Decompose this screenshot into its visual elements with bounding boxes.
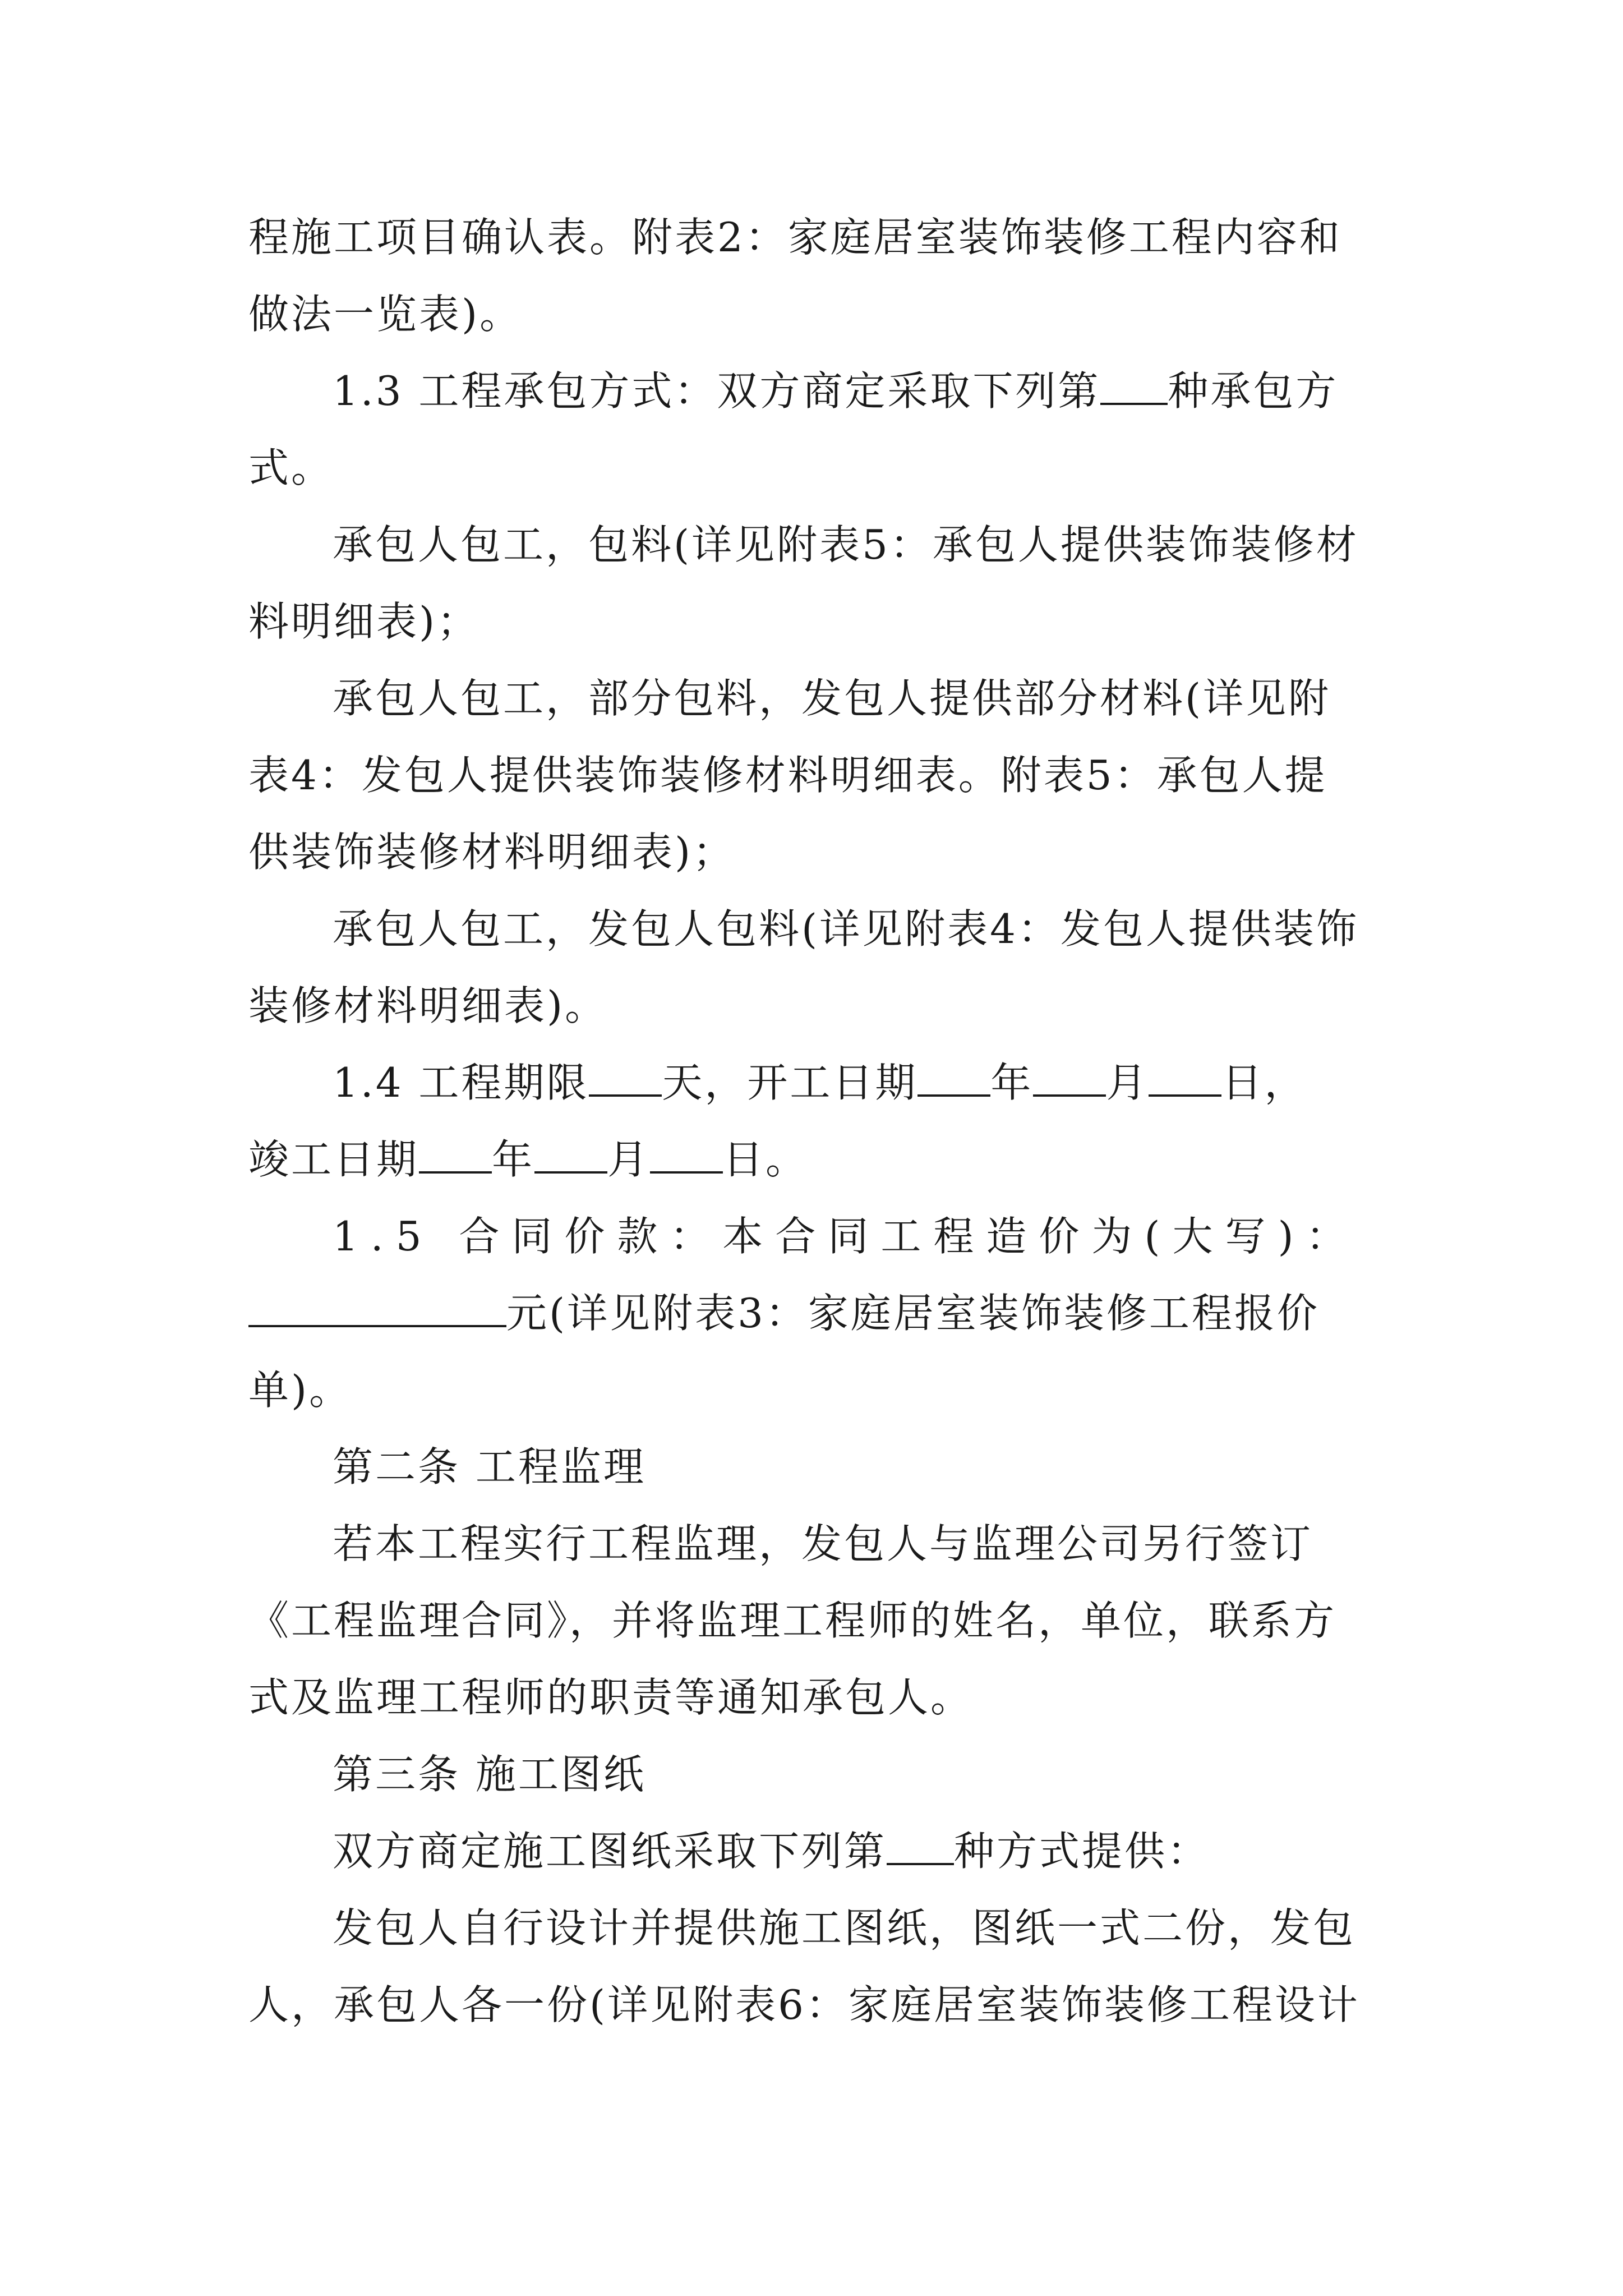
- price-line: [248, 1275, 1387, 1352]
- option-line: 承包人包工，包料(详见附表5：承包人提供装饰装修材: [333, 521, 1359, 568]
- fill-blank: [1149, 1063, 1221, 1097]
- fill-blank: [419, 1140, 492, 1174]
- fill-blank: [887, 1832, 954, 1865]
- text-line: 发包人自行设计并提供施工图纸，图纸一式二份，发包: [333, 1904, 1356, 1952]
- clause-text: 竣工日期: [248, 1136, 419, 1183]
- text-line: 表4：发包人提供装饰装修材料明细表。附表5：承包人提: [248, 752, 1327, 799]
- text-line: 做法一览表)。: [248, 291, 523, 338]
- fill-blank: [589, 1063, 662, 1097]
- contract-body-text: [248, 199, 1387, 2044]
- clause-text: 种承包方: [1168, 367, 1339, 415]
- fill-blank: [917, 1063, 990, 1097]
- clause-text: 年: [990, 1059, 1034, 1106]
- text-line: 单)。: [248, 1366, 352, 1414]
- article-2-heading: 第二条 工程监理: [333, 1443, 646, 1490]
- clause-text: 月: [1106, 1059, 1149, 1106]
- fill-blank: [248, 1294, 506, 1327]
- clause-text: 天，开工日期: [662, 1059, 918, 1106]
- text-line: 程施工项目确认表。附表2：家庭居室装饰装修工程内容和: [248, 214, 1342, 261]
- text-line: 料明细表)；: [248, 598, 480, 645]
- option-line: 承包人包工，发包人包料(详见附表4：发包人提供装饰: [333, 905, 1359, 953]
- completion-date-line: [248, 1121, 1387, 1198]
- clause-text: 日。: [723, 1136, 809, 1183]
- clause-text: 1.4 工程期限: [333, 1059, 589, 1106]
- drawings-line: [248, 1813, 1387, 1890]
- clause-text: 年: [492, 1136, 535, 1183]
- text-line: 若本工程实行工程监理，发包人与监理公司另行签订: [333, 1520, 1313, 1567]
- fill-blank: [1100, 371, 1168, 405]
- text-line: 式。: [248, 444, 334, 491]
- text-line: 人，承包人各一份(详见附表6：家庭居室装饰装修工程设计: [248, 1981, 1360, 2028]
- clause-text: 1.3 工程承包方式：双方商定采取下列第: [333, 367, 1101, 415]
- clause-text: 月: [607, 1136, 651, 1183]
- clause-1-5-line: 1.5 合同价款：本合同工程造价为(大写)：: [333, 1213, 1359, 1260]
- clause-1-4-line: [248, 1045, 1387, 1121]
- text-line: 供装饰装修材料明细表)；: [248, 829, 736, 876]
- clause-text: 双方商定施工图纸采取下列第: [333, 1828, 887, 1875]
- text-line: 装修材料明细表)。: [248, 982, 608, 1029]
- clause-text: 元(详见附表3：家庭居室装饰装修工程报价: [506, 1290, 1320, 1337]
- text-line: 《工程监理合同》，并将监理工程师的姓名，单位，联系方: [248, 1597, 1337, 1644]
- fill-blank: [650, 1140, 723, 1174]
- clause-text: 种方式提供：: [954, 1828, 1210, 1875]
- option-line: 承包人包工，部分包料，发包人提供部分材料(详见附: [333, 675, 1331, 722]
- fill-blank: [534, 1140, 607, 1174]
- text-line: 式及监理工程师的职责等通知承包人。: [248, 1674, 974, 1721]
- article-3-heading: 第三条 施工图纸: [333, 1751, 646, 1798]
- clause-text: 日，: [1221, 1059, 1307, 1106]
- fill-blank: [1033, 1063, 1106, 1097]
- clause-1-3-line: [248, 353, 1387, 430]
